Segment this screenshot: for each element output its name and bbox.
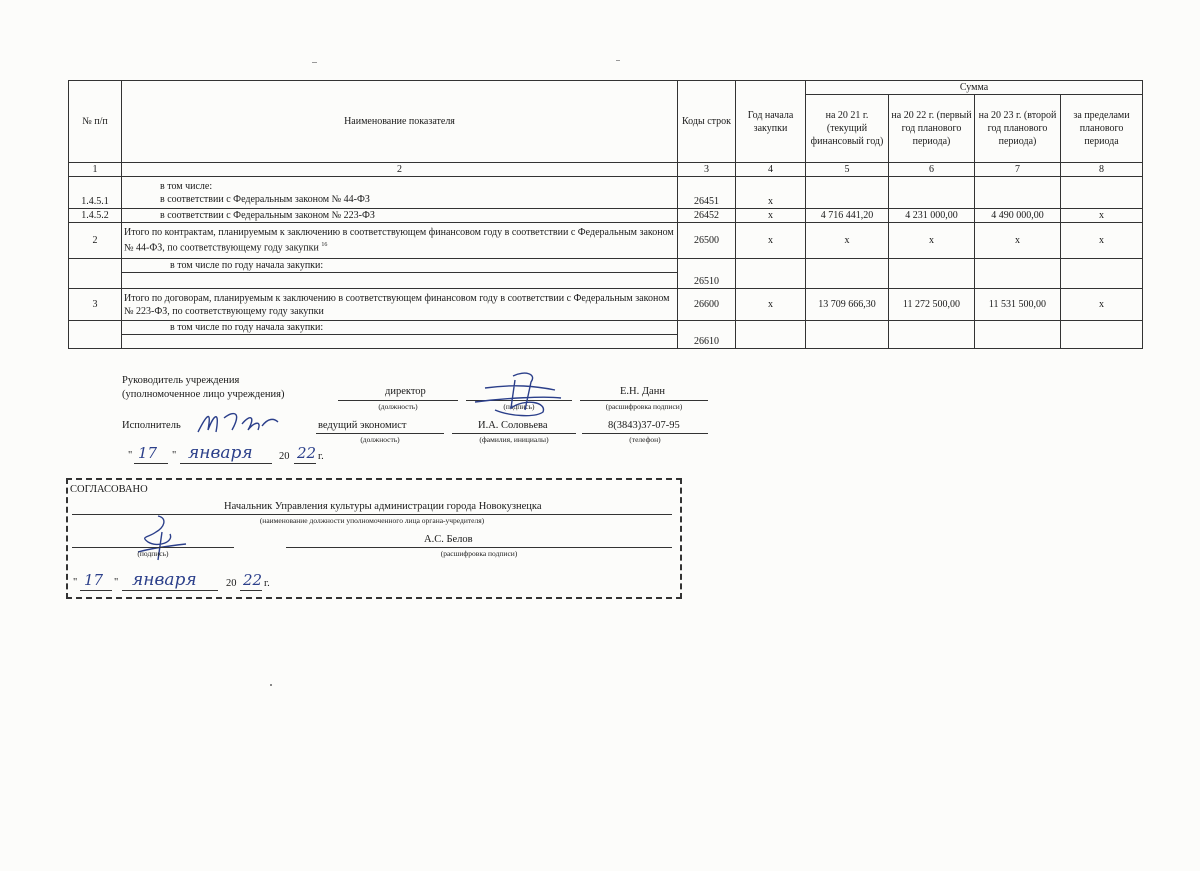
head-name-caption: (расшифровка подписи): [605, 402, 683, 411]
row-name: [122, 273, 678, 289]
date-month-line: [180, 463, 272, 464]
header-year-2: на 20 22 г. (первый год планового периода): [889, 95, 975, 163]
approval-signature-line: [72, 547, 234, 548]
row-name: Итого по договорам, планируемым к заключению в соответствующем финансовом году в соответствии с Федеральным законом № 223-ФЗ, по соответствующему году закупки: [122, 289, 678, 321]
approval-date-day: 17: [84, 571, 104, 589]
col-number: 8: [1061, 163, 1143, 177]
row-beyond: [1061, 321, 1143, 349]
row-code: 26510: [678, 259, 736, 289]
approval-date-quote-close: ": [114, 577, 119, 588]
row-y3: [975, 259, 1061, 289]
approval-name-line: [286, 547, 672, 548]
table-row: [69, 259, 1143, 273]
row-name: в том числе по году начала закупки:: [122, 321, 678, 335]
row-y2: [889, 321, 975, 349]
approval-title: СОГЛАСОВАНО: [70, 484, 148, 495]
header-code: Коды строк: [678, 81, 736, 163]
row-name: в соответствии с Федеральным законом № 223-ФЗ: [122, 209, 678, 223]
row-year: [736, 321, 806, 349]
row-y2: [889, 259, 975, 289]
approval-date-g: г.: [264, 578, 270, 589]
header-year-3: на 20 23 г. (второй год планового периода): [975, 95, 1061, 163]
head-signature-caption: (подпись): [503, 402, 535, 411]
row-beyond: [1061, 259, 1143, 289]
date-year-line: [294, 463, 316, 464]
approval-date-year-suffix: 22: [243, 571, 263, 589]
approval-position-caption: (наименование должности уполномоченного лица органа-учредителя): [259, 516, 485, 525]
row-y3: [975, 321, 1061, 349]
row-beyond: х: [1061, 209, 1143, 223]
date-g: г.: [318, 451, 324, 462]
col-number: 6: [889, 163, 975, 177]
date-month: января: [188, 443, 253, 463]
executor-name-caption: (фамилия, инициалы): [479, 435, 549, 444]
row-code: 26600: [678, 289, 736, 321]
row-y1: [806, 177, 889, 209]
date-year-suffix: 22: [297, 444, 317, 462]
header-beyond: за пределами планового периода: [1061, 95, 1143, 163]
table-row: [69, 223, 1143, 259]
executor-signature-image: [192, 404, 282, 438]
executor-name-line: [452, 433, 576, 434]
row-year: х: [736, 177, 806, 209]
head-position-line: [338, 400, 458, 401]
row-code: 26451: [678, 177, 736, 209]
approval-date-day-line: [80, 590, 112, 591]
col-number: 7: [975, 163, 1061, 177]
date-day: 17: [138, 444, 158, 462]
row-y2: х: [889, 223, 975, 259]
table-row: [69, 177, 1143, 209]
executor-position: ведущий экономист: [318, 420, 407, 431]
head-signature-image: [455, 368, 565, 420]
approval-date-year-line: [240, 590, 262, 591]
footnote-marker: 16: [321, 242, 328, 249]
table-row: [69, 321, 1143, 335]
row-code: 26500: [678, 223, 736, 259]
scan-speck: [616, 60, 620, 61]
row-y1: 13 709 666,30: [806, 289, 889, 321]
scan-speck: [312, 62, 317, 63]
head-position: директор: [385, 386, 426, 397]
row-y1: 4 716 441,20: [806, 209, 889, 223]
header-name: Наименование показателя: [122, 81, 678, 163]
approval-signature-caption: (подпись): [137, 549, 169, 558]
row-year: [736, 259, 806, 289]
header-num: № п/п: [69, 81, 122, 163]
executor-position-line: [316, 433, 444, 434]
row-year: х: [736, 223, 806, 259]
row-y2: [889, 177, 975, 209]
col-number: 2: [122, 163, 678, 177]
executor-phone-line: [582, 433, 708, 434]
row-num: [69, 259, 122, 289]
executor-label: Исполнитель: [122, 420, 181, 431]
header-sum: Сумма: [806, 81, 1143, 95]
date-day-line: [134, 463, 168, 464]
executor-phone-caption: (телефон): [629, 435, 661, 444]
date-quote-open: ": [128, 450, 133, 461]
row-num: 1.4.5.1: [69, 177, 122, 209]
approval-position: Начальник Управления культуры администрации города Новокузнецка: [224, 501, 542, 512]
col-number: 5: [806, 163, 889, 177]
row-beyond: [1061, 177, 1143, 209]
approval-date-month-line: [122, 590, 218, 591]
approval-name: А.С. Белов: [424, 534, 473, 545]
procurement-table: [68, 80, 1143, 349]
header-year-1: на 20 21 г. (текущий финансовый год): [806, 95, 889, 163]
row-y3: 4 490 000,00: [975, 209, 1061, 223]
row-name-line: в том числе:: [160, 180, 213, 192]
table-row: [69, 289, 1143, 321]
row-beyond: х: [1061, 223, 1143, 259]
col-number: 4: [736, 163, 806, 177]
scan-speck: [270, 684, 272, 686]
row-num: 3: [69, 289, 122, 321]
row-num: 1.4.5.2: [69, 209, 122, 223]
head-position-caption: (должность): [378, 402, 418, 411]
head-name: Е.Н. Данн: [620, 386, 665, 397]
table-row: [69, 209, 1143, 223]
head-label-1: Руководитель учреждения: [122, 375, 240, 386]
row-code: 26452: [678, 209, 736, 223]
row-year: х: [736, 289, 806, 321]
row-y1: х: [806, 223, 889, 259]
row-code: 26610: [678, 321, 736, 349]
row-y1: [806, 321, 889, 349]
row-year: х: [736, 209, 806, 223]
row-num: [69, 321, 122, 349]
col-number: 3: [678, 163, 736, 177]
row-y3: [975, 177, 1061, 209]
date-year-prefix: 20: [279, 451, 290, 462]
row-y3: 11 531 500,00: [975, 289, 1061, 321]
head-name-line: [580, 400, 708, 401]
col-number: 1: [69, 163, 122, 177]
row-name: в том числе по году начала закупки:: [122, 259, 678, 273]
row-name: [122, 335, 678, 349]
row-num: 2: [69, 223, 122, 259]
row-y1: [806, 259, 889, 289]
executor-name: И.А. Соловьева: [478, 420, 548, 431]
row-name-line: в соответствии с Федеральным законом № 44-ФЗ: [160, 193, 370, 205]
approval-date-month: января: [132, 570, 197, 590]
row-y3: х: [975, 223, 1061, 259]
approval-date-year-prefix: 20: [226, 578, 237, 589]
row-y2: 11 272 500,00: [889, 289, 975, 321]
approval-date-quote-open: ": [73, 577, 78, 588]
header-year: Год начала закупки: [736, 81, 806, 163]
executor-phone: 8(3843)37-07-95: [608, 420, 680, 431]
head-label-2: (уполномоченное лицо учреждения): [122, 389, 285, 400]
row-y2: 4 231 000,00: [889, 209, 975, 223]
approval-name-caption: (расшифровка подписи): [440, 549, 518, 558]
row-name: [122, 177, 678, 209]
row-name-text: Итого по контрактам, планируемым к заключению в соответствующем финансовом году в соответствии с Федеральным законом № 44-ФЗ, по соответствующему году закупки: [124, 227, 674, 254]
date-quote-close: ": [172, 450, 177, 461]
row-name: [122, 223, 678, 259]
executor-position-caption: (должность): [360, 435, 400, 444]
row-beyond: х: [1061, 289, 1143, 321]
